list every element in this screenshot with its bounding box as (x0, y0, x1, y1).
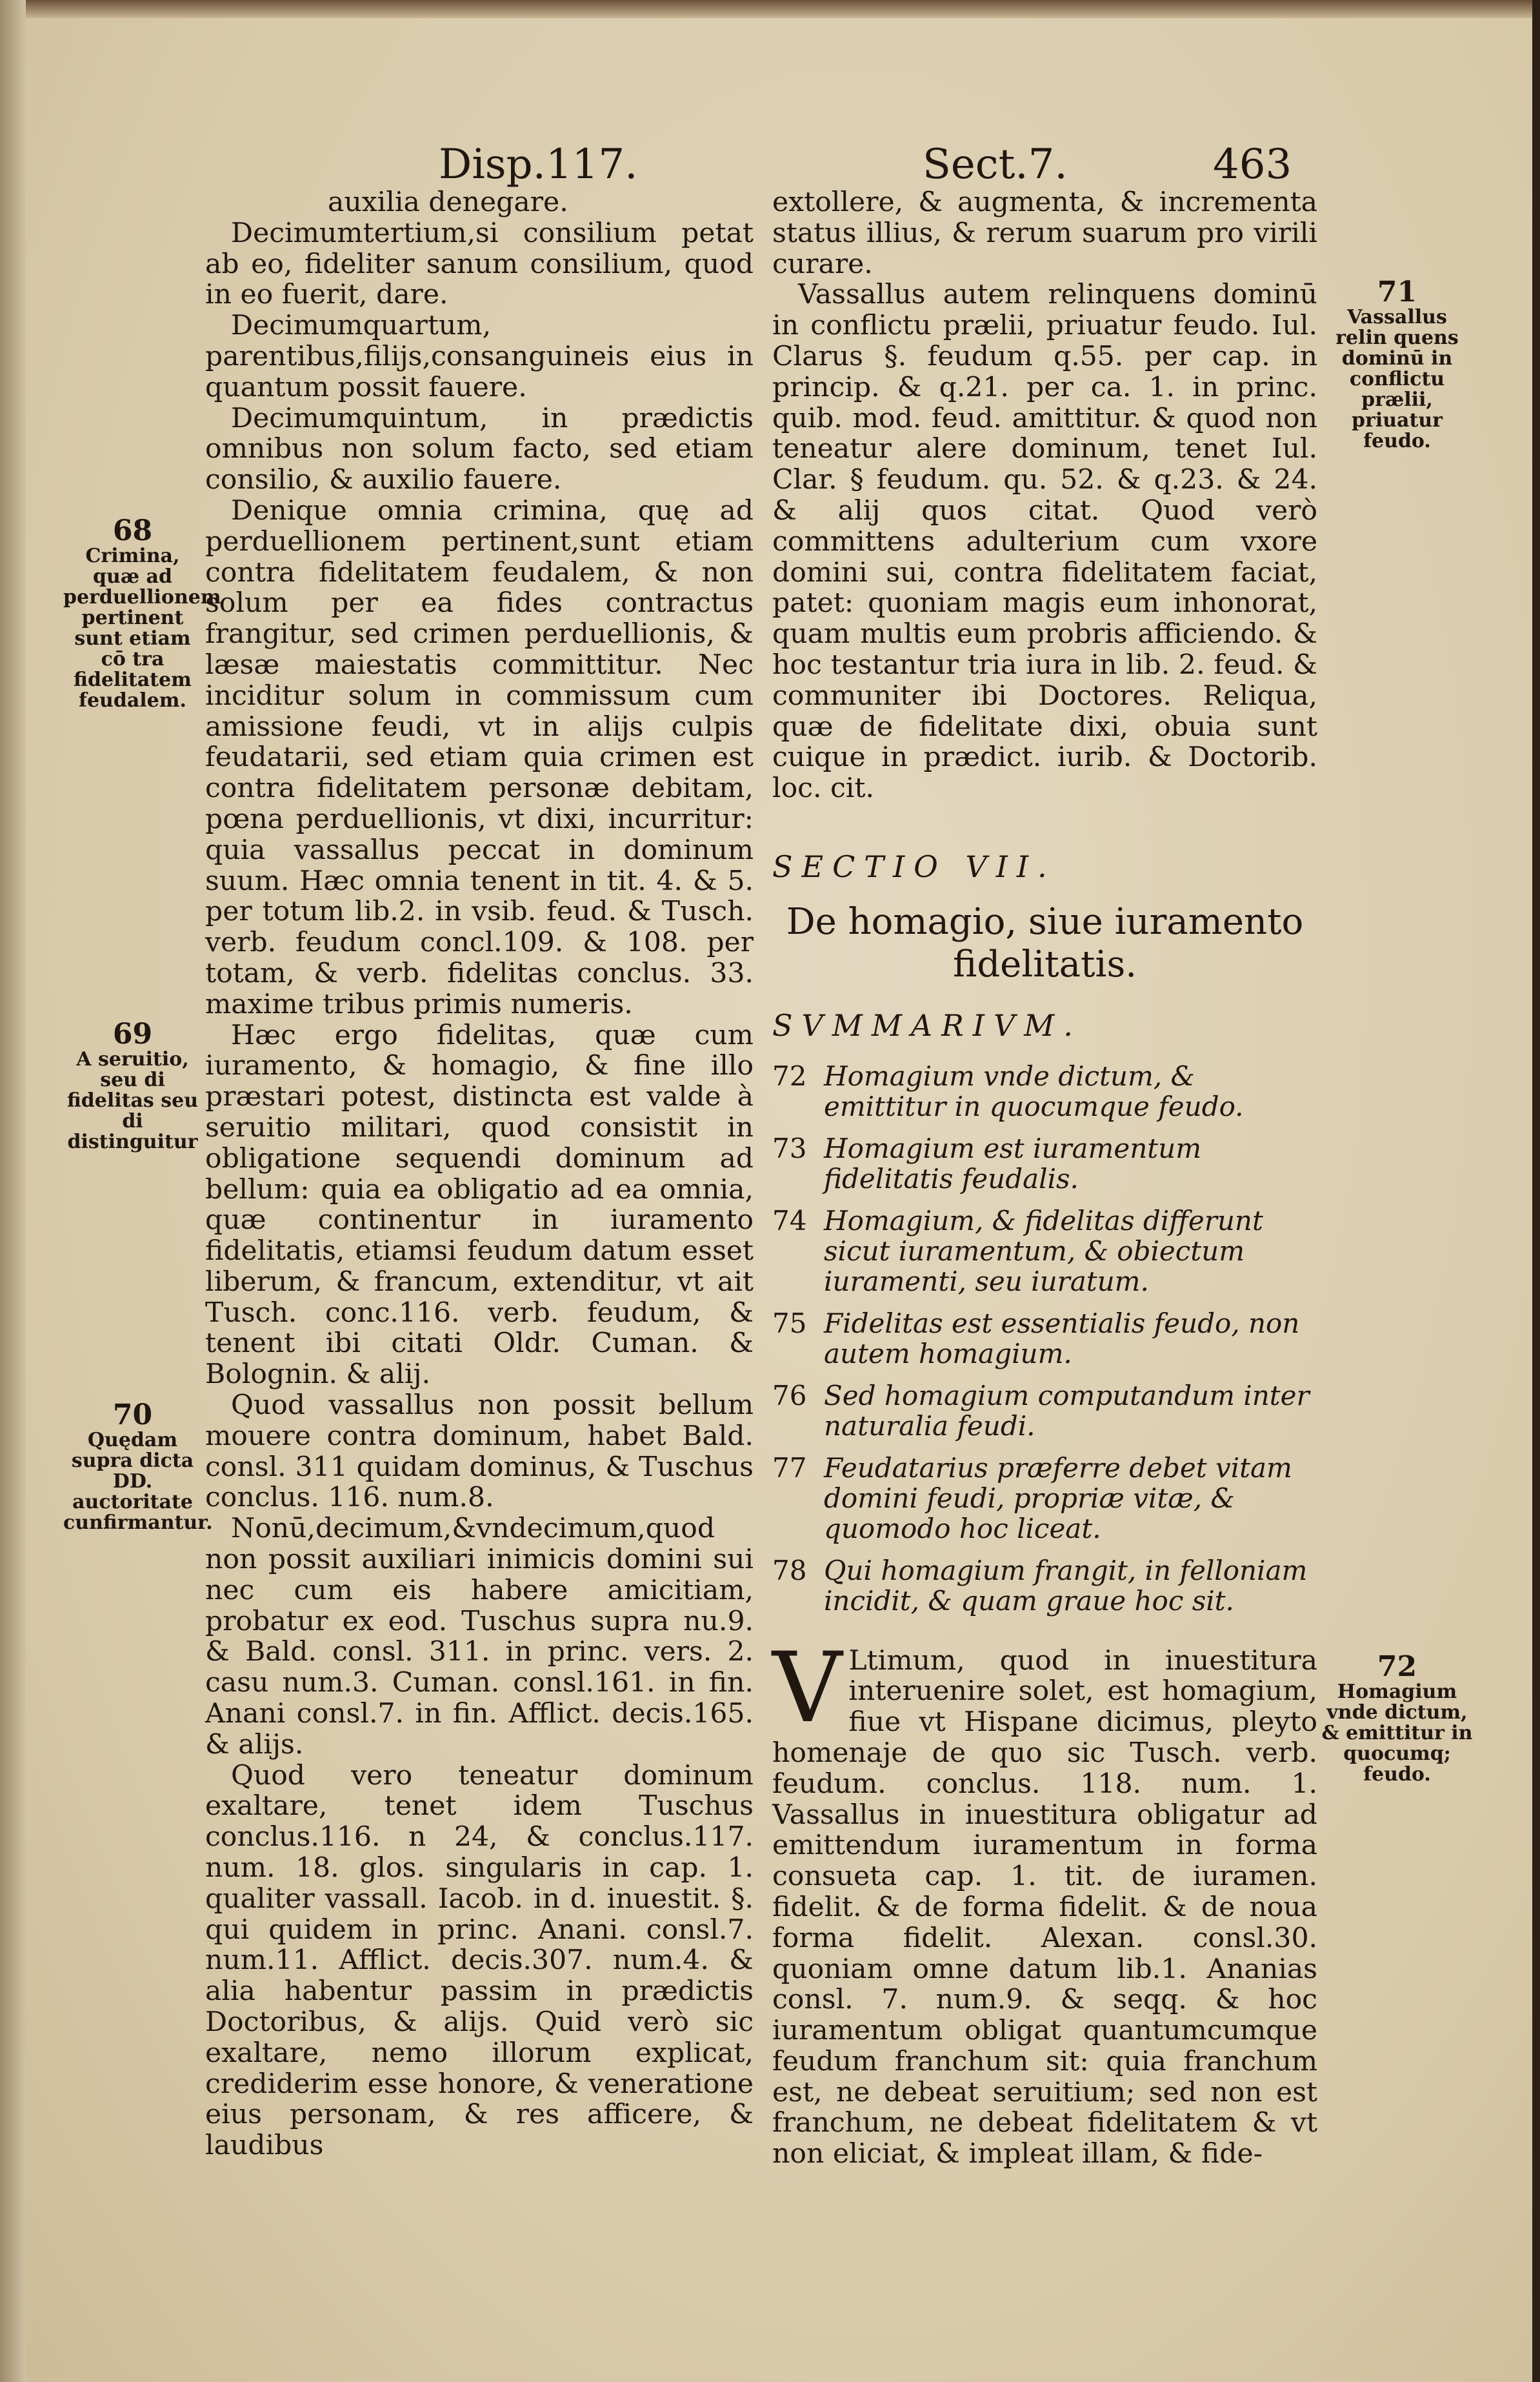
paragraph: extollere, & augmenta, & incrementa status illius, & rerum suarum pro virili curare. (772, 187, 1317, 280)
paragraph: auxilia denegare. (328, 187, 568, 218)
paragraph: Denique omnia crimina, quę ad perduellionem pertinent,sunt etiam contra fidelitatem feudalem, & non solum per ea fides contractus frangitur, sed crimen perduellionis, & læsæ maiestatis committitur. Nec inciditur solum in commissum cum amissione feudi, vt in alijs culpis feudatarii, sed etiam quia crimen est contra fidelitatem personæ debitam, pœna perduellionis, vt dixi, incurritur: quia vassallus peccat in dominum suum. Hæc omnia tenent in tit. 4. & 5. per totum lib.2. in vsib. feud. & Tusch. verb. feudum concl.109. & 108. per totam, & verb. fidelitas conclus. 33. maxime tribus primis numeris. (205, 494, 754, 1020)
paragraph: Decimumquintum, in prædictis omnibus non solum facto, sed etiam consilio, & auxilio fauere. (205, 402, 754, 496)
paragraph: Hæc ergo fidelitas, quæ cum iuramento, & homagio, & fine illo præstari potest, distincta est valde à seruitio militari, quod consistit in obligatione sequendi dominum ad bellum: quia ea obligatio ad ea omnia, quæ continentur in iuramento fidelitatis, etiamsi feudum datum esset liberum, & francum, extenditur, vt ait Tusch. conc.116. verb. feudum, & tenent ibi citati Oldr. Cuman. & Bolognin. & alij. (205, 1019, 754, 1391)
margin-note-text: A seruitio, seu di fidelitas seu di distinguitur (66, 1048, 199, 1153)
summary-item-number: 75 (772, 1307, 807, 1339)
margin-note-number: 70 (112, 1398, 153, 1431)
margin-note-number: 68 (112, 514, 153, 547)
summary-item (772, 1453, 1317, 1544)
running-head-disputation: Disp.117. (439, 141, 638, 188)
section-body-text: Ltimum, quod in inuestitura interuenire solet, est homagium, fiue vt Hispane dicimus, pleyto homenaje de quo sic Tusch. verb. feudum. conclus. 118. num. 1. Vassallus in inuestitura obligatur ad emittendum iuramentum in forma consueta cap. 1. tit. de iuramen. fidelit. & de forma fidelit. & de noua forma fidelit. Alexan. consl.30. quoniam omne datum lib.1. Ananias consl. 7. num.9. & seqq. & hoc iuramentum obligat quantumcumque feudum franchum sit: quia franchum est, ne debeat seruitium; sed non est franchum, ne debeat fidelitatem & vt non eliciat, & impleat illam, & fide- (772, 1644, 1317, 2170)
summary-item-text: Sed homagium computandum inter naturalia feudi. (824, 1379, 1310, 1442)
summary-item-number: 74 (772, 1204, 807, 1236)
margin-note-number: 69 (112, 1018, 153, 1051)
section-body (772, 1631, 1317, 2170)
margin-note-70 (63, 1398, 213, 1534)
paragraph: Decimumtertium,si consilium petat ab eo, fideliter sanum consilium, quod in eo fuerit, dare. (205, 217, 754, 311)
summary-item-number: 72 (772, 1060, 807, 1092)
margin-note-68 (63, 514, 221, 712)
summary-item (772, 1555, 1317, 1616)
book-page (26, 0, 1532, 2382)
book-gutter (0, 0, 26, 2382)
summary-item-number: 78 (772, 1554, 807, 1586)
section-heading: De homagio, siue iuramento fidelitatis. (786, 900, 1304, 985)
summary-item-number: 73 (772, 1132, 807, 1164)
summary-item (772, 1133, 1317, 1194)
summary-item-text: Homagium vnde dictum, & emittitur in quocumque feudo. (824, 1060, 1244, 1122)
drop-capital: V (772, 1631, 843, 1744)
section-title: SECTIO VII. (772, 849, 1056, 884)
summary-item-number: 76 (772, 1379, 807, 1411)
paragraph: Nonū,decimum,&vndecimum,quod non possit auxiliari inimicis domini sui nec cum eis habere amicitiam, probatur ex eod. Tuschus supra nu.9. & Bald. consl. 311. in princ. vers. 2. casu num.3. Cuman. consl.161. in fin. Anani consl.7. in fin. Afflict. decis.165. & alijs. (205, 1513, 754, 1761)
paragraph: Decimumquartum, parentibus,filijs,consanguineis eius in quantum possit fauere. (205, 310, 754, 403)
margin-note-text: Vassallus relin quens dominū in conflictu prælii, priuatur feudo. (1335, 306, 1459, 452)
margin-note-number: 72 (1377, 1650, 1417, 1683)
left-text-column (205, 187, 754, 2161)
margin-note-69 (63, 1020, 202, 1153)
summary-list (772, 1061, 1317, 1616)
paragraph: Quod vassallus non possit bellum mouere contra dominum, habet Bald. consl. 311 quidam dominus, & Tuschus conclus. 116. num.8. (205, 1389, 754, 1514)
margin-note-number: 71 (1377, 276, 1417, 308)
margin-note-text: Quędam supra dicta DD. auctoritate cunfirmantur. (63, 1429, 213, 1534)
summary-item (772, 1308, 1317, 1369)
right-column-top-text (772, 187, 1317, 804)
paragraph: Quod vero teneatur dominum exaltare, tenet idem Tuschus conclus.116. n 24, & conclus.117. num. 18. glos. singularis in cap. 1. qualiter vassall. Iacob. in d. inuestit. §. qui quidem in princ. Anani. consl.7. num.11. Afflict. decis.307. num.4. & alia habentur passim in prædictis Doctoribus, & alijs. Quid verò sic exaltare, nemo illorum explicat, crediderim esse honore, & veneratione eius personam, & res afficere, & laudibus (205, 1759, 754, 2162)
margin-note-text: Homagium vnde dictum, & emittitur in quocumq; feudo. (1321, 1681, 1473, 1786)
summary-item-text: Homagium est iuramentum fidelitatis feudalis. (824, 1132, 1202, 1195)
margin-note-text: Crimina, quæ ad perduellionem pertinent sunt etiam cō tra fidelitatem feudalem. (63, 545, 221, 712)
running-head-section: Sect.7. (923, 141, 1068, 188)
summary-item (772, 1206, 1317, 1297)
summary-item-text: Feudatarius præferre debet vitam domini feudi, propriæ vitæ, & quomodo hoc liceat. (824, 1451, 1292, 1544)
summary-item-number: 77 (772, 1451, 807, 1484)
summary-item-text: Qui homagium frangit, in felloniam incidit, & quam graue hoc sit. (824, 1554, 1308, 1617)
summary-item-text: Homagium, & fidelitas differunt sicut iuramentum, & obiectum iuramenti, seu iuratum. (824, 1204, 1263, 1297)
margin-note-71 (1321, 278, 1473, 452)
page-top-edge (26, 0, 1532, 18)
summary-item (772, 1061, 1317, 1122)
right-text-column (772, 187, 1317, 2170)
summary-item-text: Fidelitas est essentialis feudo, non autem homagium. (824, 1307, 1300, 1369)
page-number: 463 (1213, 141, 1292, 188)
summary-item (772, 1380, 1317, 1441)
margin-note-72 (1321, 1652, 1473, 1785)
paragraph: Vassallus autem relinquens dominū in conflictu prælii, priuatur feudo. Iul. Clarus §. feudum q.55. per cap. in princip. & q.21. per ca. 1. in princ. quib. mod. feud. amittitur. & quod non teneatur alere dominum, tenet Iul. Clar. § feudum. qu. 52. & q.23. & 24. & alij quos citat. Quod verò committens adulterium cum vxore domini sui, contra fidelitatem faciat, patet: quoniam magis eum inhonorat, quam multis eum probris afficiendo. & hoc testantur tria iura in lib. 2. feud. & communiter ibi Doctores. Reliqua, quæ de fidelitate dixi, obuia sunt cuique in prædict. iurib. & Doctorib. loc. cit. (772, 279, 1317, 805)
summary-title: SVMMARIVM. (772, 1007, 1082, 1043)
